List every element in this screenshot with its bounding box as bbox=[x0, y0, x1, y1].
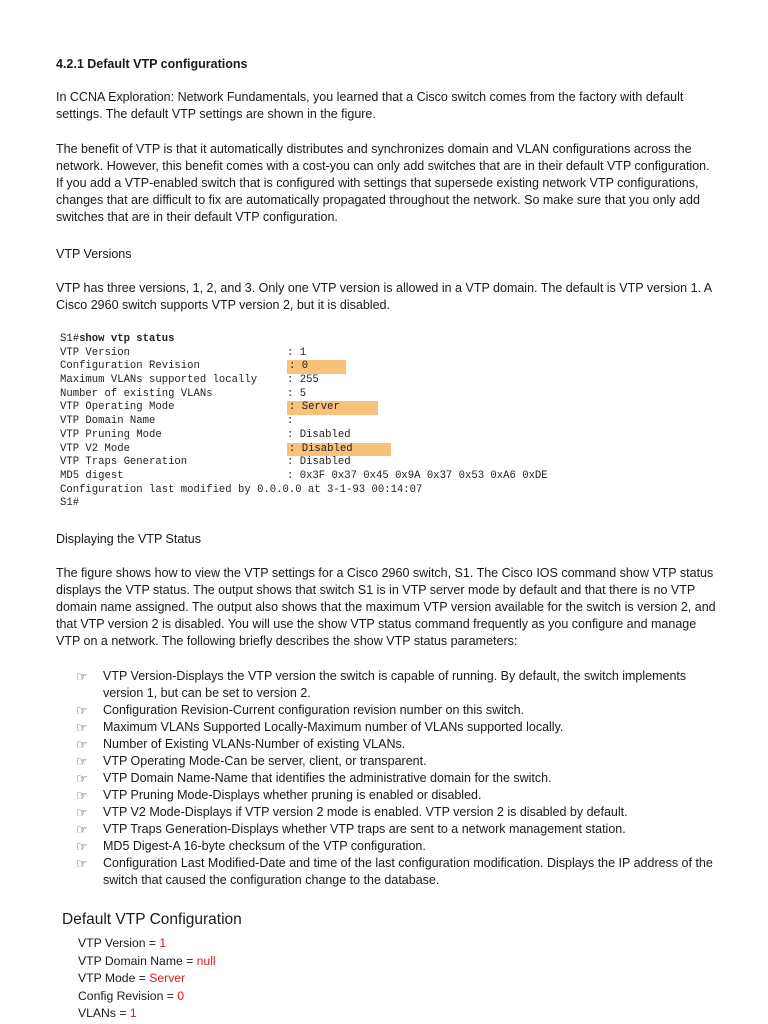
default-config-item: VTP Domain Name = null bbox=[78, 953, 216, 968]
section-heading: 4.2.1 Default VTP configurations bbox=[56, 57, 248, 71]
cli-value: : bbox=[287, 415, 294, 428]
cli-row bbox=[60, 374, 422, 388]
cli-row bbox=[60, 360, 422, 374]
pointing-hand-icon: ☞ bbox=[76, 822, 88, 837]
list-item: ☞ VTP Domain Name-Name that identifies the administrative domain for the switch. bbox=[76, 771, 552, 786]
pointing-hand-icon: ☞ bbox=[76, 703, 88, 718]
cli-command: show vtp status bbox=[79, 333, 175, 345]
list-item: ☞ Number of Existing VLANs-Number of existing VLANs. bbox=[76, 737, 406, 752]
default-config-value: 1 bbox=[159, 936, 167, 950]
list-item: ☞ Configuration Revision-Current configuration revision number on this switch. bbox=[76, 703, 525, 718]
default-config-item: Config Revision = 0 bbox=[78, 988, 185, 1003]
cli-label: VTP Operating Mode bbox=[60, 401, 175, 414]
pointing-hand-icon: ☞ bbox=[76, 856, 88, 871]
default-config-value: null bbox=[196, 953, 216, 968]
cli-value: : 0x3F 0x37 0x45 0x9A 0x37 0x53 0xA6 0xDE bbox=[287, 469, 548, 482]
cli-command-line bbox=[60, 333, 422, 347]
cli-value-highlighted: : Disabled bbox=[287, 443, 391, 457]
pointing-hand-icon: ☞ bbox=[76, 771, 88, 786]
cli-label: VTP Pruning Mode bbox=[60, 428, 162, 441]
cli-row bbox=[60, 469, 548, 484]
cli-label: VTP Version bbox=[60, 346, 130, 359]
list-item: ☞ MD5 Digest-A 16-byte checksum of the VTP configuration. bbox=[76, 839, 426, 854]
versions-paragraph: VTP has three versions, 1, 2, and 3. Only one VTP version is allowed in a VTP domain. The default is VTP version 1. A Cisco 2960 switch supports VTP version 2, but it is disabled. bbox=[56, 281, 712, 312]
default-config-value: Server bbox=[149, 971, 186, 986]
benefit-paragraph: The benefit of VTP is that it automatically distributes and synchronizes domain and VLAN configurations across the network. However, this benefit comes with a cost-you can only add switches that are in their default VTP configuration. If you add a VTP-enabled switch that is configured with settings that supersede existing network VTP configurations, changes that are difficult to fix are automatically propagated throughout the network. So make sure that you only add switches that are in their default VTP configuration. bbox=[56, 142, 710, 224]
pointing-hand-icon: ☞ bbox=[76, 805, 88, 820]
list-item: ☞ Maximum VLANs Supported Locally-Maximum number of VLANs supported locally. bbox=[76, 720, 564, 735]
pointing-hand-icon: ☞ bbox=[76, 669, 88, 684]
default-config-value: 1 bbox=[129, 1006, 137, 1021]
cli-row bbox=[60, 401, 422, 415]
list-item: ☞ Configuration Last Modified-Date and time of the last configuration modification. Displays the IP address of the switch that caused the configuration change to the database. bbox=[76, 856, 713, 887]
cli-row bbox=[60, 429, 422, 443]
cli-value-highlighted: : Server bbox=[287, 401, 378, 415]
cli-last-modified: Configuration last modified by 0.0.0.0 at 3-1-93 00:14:07 bbox=[60, 483, 423, 496]
pointing-hand-icon: ☞ bbox=[76, 754, 88, 769]
cli-value: : Disabled bbox=[287, 428, 351, 441]
cli-end-prompt: S1# bbox=[60, 497, 80, 510]
pointing-hand-icon: ☞ bbox=[76, 720, 88, 735]
default-vtp-config-figure bbox=[62, 910, 242, 1023]
cli-value-highlighted: : 0 bbox=[287, 360, 346, 374]
cli-label: VTP V2 Mode bbox=[60, 442, 130, 455]
versions-heading: VTP Versions bbox=[56, 247, 132, 261]
cli-row bbox=[60, 415, 422, 429]
pointing-hand-icon: ☞ bbox=[76, 737, 88, 752]
default-config-value: 0 bbox=[177, 988, 185, 1003]
cli-label: Number of existing VLANs bbox=[60, 387, 213, 400]
cli-value: : 1 bbox=[287, 346, 307, 359]
list-item: ☞ VTP V2 Mode-Displays if VTP version 2 mode is enabled. VTP version 2 is disabled by default. bbox=[76, 805, 628, 820]
pointing-hand-icon: ☞ bbox=[76, 788, 88, 803]
cli-label: Configuration Revision bbox=[60, 360, 200, 373]
cli-value: : 5 bbox=[287, 387, 307, 400]
pointing-hand-icon: ☞ bbox=[76, 839, 88, 854]
displaying-heading: Displaying the VTP Status bbox=[56, 532, 201, 546]
cli-label: VTP Domain Name bbox=[60, 415, 156, 428]
intro-paragraph: In CCNA Exploration: Network Fundamentals, you learned that a Cisco switch comes from the factory with default settings. The default VTP settings are shown in the figure. bbox=[56, 90, 684, 121]
list-item: ☞ VTP Pruning Mode-Displays whether pruning is enabled or disabled. bbox=[76, 788, 482, 803]
parameter-list bbox=[76, 668, 716, 889]
default-config-item: VTP Mode = Server bbox=[78, 971, 186, 986]
cli-output-figure bbox=[60, 333, 548, 511]
cli-value: : Disabled bbox=[287, 456, 351, 469]
cli-value: : 255 bbox=[287, 374, 319, 387]
default-config-item: VLANs = 1 bbox=[78, 1006, 137, 1021]
cli-prompt: S1# bbox=[60, 333, 80, 345]
list-item: ☞ VTP Version-Displays the VTP version the switch is capable of running. By default, the switch implements version 1, but can be set to version 2. bbox=[76, 669, 687, 700]
cli-row bbox=[60, 456, 422, 470]
list-item: ☞ VTP Traps Generation-Displays whether VTP traps are sent to a network management station. bbox=[76, 822, 626, 837]
default-config-title: Default VTP Configuration bbox=[62, 911, 242, 928]
default-config-item: VTP Version = 1 bbox=[78, 936, 167, 950]
cli-label: Maximum VLANs supported locally bbox=[60, 374, 258, 387]
cli-row bbox=[60, 388, 422, 402]
cli-row bbox=[60, 443, 422, 457]
cli-label: MD5 digest bbox=[60, 469, 124, 482]
displaying-paragraph: The figure shows how to view the VTP settings for a Cisco 2960 switch, S1. The Cisco IOS command show VTP status displays the VTP status. The output shows that switch S1 is in VTP server mode by default and that there is no VTP domain name assigned. The output also shows that the maximum VTP version available for the switch is version 2, and that VTP version 2 is disabled. You will use the show VTP status command frequently as you configure and manage VTP on a network. The following briefly describes the show VTP status parameters: bbox=[56, 566, 716, 648]
cli-label: VTP Traps Generation bbox=[60, 456, 188, 469]
list-item: ☞ VTP Operating Mode-Can be server, client, or transparent. bbox=[76, 754, 427, 769]
cli-row bbox=[60, 347, 422, 361]
